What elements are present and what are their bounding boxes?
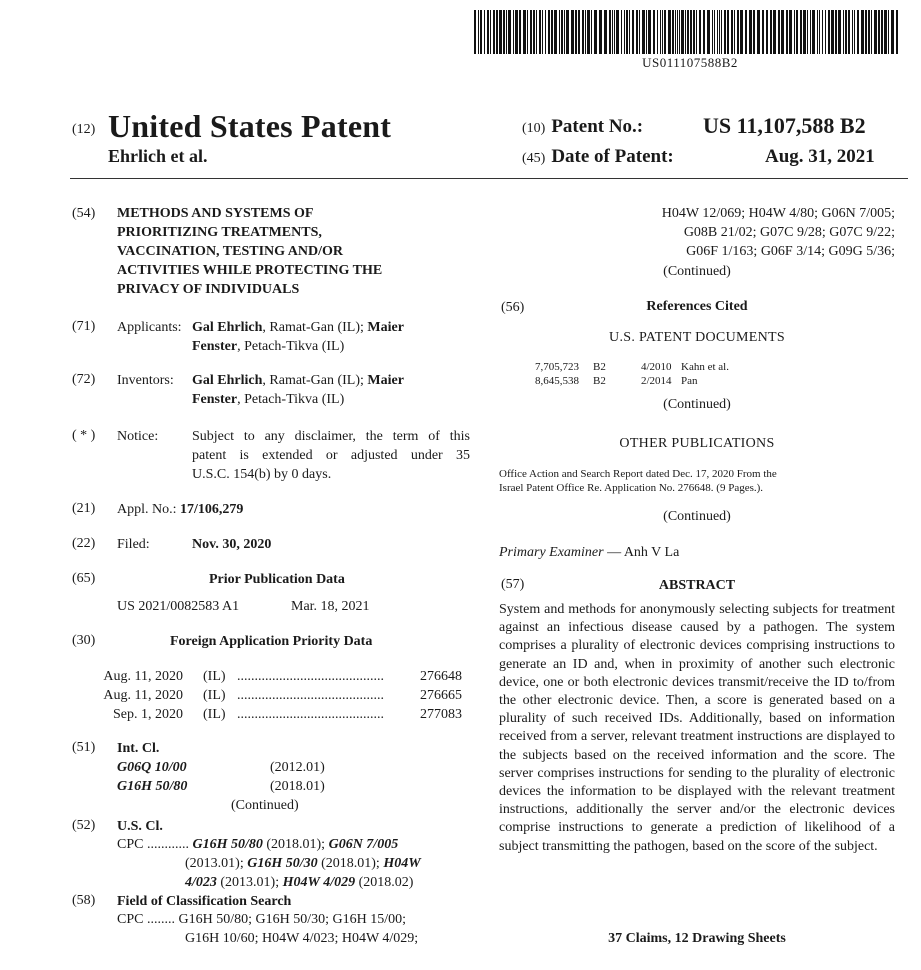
barcode-bar xyxy=(575,10,577,54)
barcode-bar xyxy=(677,10,678,54)
barcode-bar xyxy=(609,10,611,54)
barcode-bar xyxy=(594,10,597,54)
barcode-bar xyxy=(646,10,647,54)
barcode-bar xyxy=(536,10,537,54)
barcode-bar xyxy=(812,10,815,54)
barcode-bar xyxy=(717,10,718,54)
title-code: (54) xyxy=(72,206,96,221)
barcode-bar xyxy=(822,10,823,54)
us-docs-title: U.S. PATENT DOCUMENTS xyxy=(609,330,785,345)
barcode-bar xyxy=(766,10,768,54)
barcode-bar xyxy=(803,10,806,54)
filed-date: Nov. 30, 2020 xyxy=(192,537,272,552)
applicants-code: (71) xyxy=(72,319,96,334)
appl-code: (21) xyxy=(72,501,96,516)
barcode-bar xyxy=(672,10,674,54)
barcode-bar xyxy=(737,10,739,54)
other-pubs-continued: (Continued) xyxy=(663,509,731,524)
barcode-bar xyxy=(679,10,680,54)
kind-code-12: (12) xyxy=(72,122,96,137)
foreign-priority-title: Foreign Application Priority Data xyxy=(170,634,373,649)
refs-code: (56) xyxy=(501,300,525,315)
barcode-bar xyxy=(786,10,788,54)
barcode-bar xyxy=(616,10,619,54)
barcode-bar xyxy=(681,10,684,54)
field-search-continued-label: (Continued) xyxy=(663,264,731,279)
us-cl-cpc: CPC ............ G16H 50/80 (2018.01); G06N 7/005 (2013.01); G16H 50/30 (2018.01); H04W 4/023 (2013.01); H04W 4/029 (2018.02) xyxy=(117,837,421,890)
barcode-bar xyxy=(828,10,830,54)
barcode-bar xyxy=(484,10,485,54)
barcode-bar xyxy=(687,10,689,54)
int-cl-row: G06Q 10/00 (2012.01) xyxy=(117,760,325,775)
barcode-bar xyxy=(868,10,870,54)
foreign-priority-row: Sep. 1, 2020 (IL) .......................................... 277083 xyxy=(113,707,462,722)
barcode-bar xyxy=(685,10,686,54)
prior-pub-title: Prior Publication Data xyxy=(209,572,345,587)
barcode-bar xyxy=(629,10,630,54)
barcode-bar xyxy=(789,10,792,54)
barcode xyxy=(474,10,902,54)
barcode-bar xyxy=(571,10,574,54)
barcode-bar xyxy=(660,10,661,54)
barcode-bar xyxy=(745,10,747,54)
filed-code: (22) xyxy=(72,536,96,551)
barcode-bar xyxy=(490,10,491,54)
header-divider xyxy=(70,178,908,179)
barcode-bar xyxy=(582,10,584,54)
applicants: Gal Ehrlich, Ramat-Gan (IL); Maier Fenster, Petach-Tikva (IL) xyxy=(192,320,404,354)
barcode-bar xyxy=(591,10,592,54)
barcode-bar xyxy=(626,10,628,54)
barcode-bar xyxy=(487,10,489,54)
patent-title-heading: United States Patent xyxy=(108,108,392,144)
us-doc-row: 8,645,538 B2 2/2014 Pan xyxy=(535,375,698,387)
barcode-bar xyxy=(533,10,535,54)
barcode-bar xyxy=(564,10,565,54)
barcode-bar xyxy=(642,10,645,54)
barcode-bar xyxy=(621,10,622,54)
barcode-bar xyxy=(653,10,655,54)
field-search-code: (58) xyxy=(72,893,96,908)
barcode-bar xyxy=(585,10,586,54)
barcode-bar xyxy=(871,10,872,54)
barcode-bar xyxy=(852,10,853,54)
barcode-bar xyxy=(693,10,695,54)
barcode-bar xyxy=(648,10,651,54)
barcode-bar xyxy=(506,10,507,54)
barcode-bar xyxy=(523,10,526,54)
barcode-bar xyxy=(599,10,602,54)
inventors-short: Ehrlich et al. xyxy=(108,146,208,166)
barcode-bar xyxy=(878,10,880,54)
barcode-bar xyxy=(810,10,811,54)
barcode-bar xyxy=(843,10,844,54)
barcode-bar xyxy=(503,10,505,54)
us-cl-title: U.S. Cl. xyxy=(117,819,163,834)
barcode-bar xyxy=(515,10,518,54)
field-search-cpc: CPC ........ G16H 50/80; G16H 50/30; G16H 15/00; G16H 10/60; H04W 4/023; H04W 4/029; xyxy=(117,912,419,946)
barcode-bar xyxy=(542,10,543,54)
barcode-bar xyxy=(664,10,666,54)
barcode-bar xyxy=(881,10,883,54)
applicants-label: Applicants: xyxy=(117,320,182,335)
barcode-bar xyxy=(508,10,511,54)
foreign-priority-row: Aug. 11, 2020 (IL) .......................................... 276648 xyxy=(103,669,462,684)
claims-summary: 37 Claims, 12 Drawing Sheets xyxy=(608,931,786,946)
barcode-bar xyxy=(561,10,563,54)
foreign-priority-row: Aug. 11, 2020 (IL) .......................................... 276665 xyxy=(103,688,462,703)
barcode-bar xyxy=(778,10,780,54)
prior-pub-number: US 2021/0082583 A1 xyxy=(117,599,240,614)
inventors-code: (72) xyxy=(72,372,96,387)
barcode-bar xyxy=(891,10,894,54)
barcode-bar xyxy=(773,10,776,54)
barcode-bar xyxy=(624,10,625,54)
barcode-bar xyxy=(712,10,713,54)
barcode-bar xyxy=(690,10,692,54)
foreign-priority-code: (30) xyxy=(72,633,96,648)
barcode-bar xyxy=(724,10,726,54)
barcode-bar xyxy=(896,10,898,54)
date-of-patent-label: (45) Date of Patent: xyxy=(522,146,674,167)
us-cl-code: (52) xyxy=(72,818,96,833)
barcode-bar xyxy=(800,10,802,54)
barcode-bar xyxy=(757,10,760,54)
inventors: Gal Ehrlich, Ramat-Gan (IL); Maier Fenster, Petach-Tikva (IL) xyxy=(192,373,404,407)
date-of-patent: Aug. 31, 2021 xyxy=(765,146,875,167)
field-search-continued: H04W 12/069; H04W 4/80; G06N 7/005; G08B 21/02; G07C 9/28; G07C 9/22; G06F 1/163; G06F 3/14; G09G 5/36; xyxy=(661,206,895,259)
barcode-bar xyxy=(566,10,569,54)
primary-examiner: Primary Examiner — Anh V La xyxy=(499,545,680,560)
notice-code: ( * ) xyxy=(72,428,96,443)
us-docs-continued: (Continued) xyxy=(663,397,731,412)
barcode-bar xyxy=(662,10,663,54)
other-pubs-title: OTHER PUBLICATIONS xyxy=(619,436,775,451)
barcode-bar xyxy=(499,10,502,54)
int-cl-row: G16H 50/80 (2018.01) xyxy=(117,779,325,794)
barcode-bar xyxy=(731,10,733,54)
barcode-bar xyxy=(539,10,541,54)
foreign-priority-table xyxy=(80,667,470,724)
abstract-text: System and methods for anonymously selecting subjects for treatment against an infectious disease caused by a pathogen. The system comprises a plurality of electronic devices comprising instructions to generate an ID and, when in proximity of another such electronic device, one or both electronic devices transmit/receive the ID to/from the other electronic device. Then, a score is generated based on a plurality of such received IDs. Additionally, based on information received from a server, relevant treatment instructions are displayed to the subjects based on the received information and the score. The server comprises instructions for sending to the plurality of electronic devices the information to be displayed with the relevant treatment instructions, additionally the server and/or the electronic devices comprise instructions to generate a prediction of likelihood of a subject transmitting the pathogen, based on the score of the subject. xyxy=(499,602,895,854)
barcode-bar xyxy=(675,10,676,54)
barcode-bar xyxy=(554,10,557,54)
barcode-bar xyxy=(478,10,479,54)
barcode-bar xyxy=(874,10,877,54)
abstract-title: ABSTRACT xyxy=(658,578,736,593)
barcode-bar xyxy=(551,10,553,54)
barcode-bar xyxy=(762,10,764,54)
appl-row: Appl. No.: 17/106,279 xyxy=(117,502,244,517)
barcode-bar xyxy=(545,10,546,54)
barcode-bar xyxy=(781,10,784,54)
barcode-bar xyxy=(888,10,889,54)
barcode-bar xyxy=(796,10,798,54)
barcode-bar xyxy=(807,10,808,54)
barcode-bar xyxy=(865,10,867,54)
barcode-bar xyxy=(884,10,887,54)
barcode-bar xyxy=(519,10,521,54)
barcode-bar xyxy=(825,10,826,54)
barcode-bar xyxy=(703,10,705,54)
barcode-bar xyxy=(668,10,671,54)
barcode-bar xyxy=(474,10,476,54)
int-cl-code: (51) xyxy=(72,740,96,755)
notice-label: Notice: xyxy=(117,429,159,444)
barcode-bar xyxy=(493,10,495,54)
filed-label: Filed: xyxy=(117,537,150,552)
other-pubs-text: Office Action and Search Report dated Dec. 17, 2020 From the Israel Patent Office Re. Application No. 276648. (9 Pages.). xyxy=(499,468,777,494)
barcode-bar xyxy=(612,10,613,54)
barcode-bar xyxy=(604,10,607,54)
refs-title: References Cited xyxy=(646,299,748,314)
barcode-bar xyxy=(696,10,697,54)
barcode-bar xyxy=(770,10,772,54)
barcode-bar xyxy=(657,10,658,54)
barcode-bar xyxy=(548,10,550,54)
barcode-bar xyxy=(530,10,532,54)
us-docs-table xyxy=(535,360,729,388)
barcode-bar xyxy=(480,10,482,54)
barcode-bar xyxy=(854,10,855,54)
barcode-bar xyxy=(614,10,615,54)
int-cl-continued: (Continued) xyxy=(231,798,299,813)
barcode-bar xyxy=(831,10,834,54)
invention-title: METHODS AND SYSTEMS OF PRIORITIZING TREATMENTS, VACCINATION, TESTING AND/OR ACTIVITIES WHILE PROTECTING THE PRIVACY OF INDIVIDUALS xyxy=(117,206,383,297)
barcode-bar xyxy=(587,10,590,54)
barcode-bar xyxy=(740,10,743,54)
notice-text: Subject to any disclaimer, the term of this patent is extended or adjusted under 35 U.S.C. 154(b) by 0 days. xyxy=(192,429,470,482)
int-cl-title: Int. Cl. xyxy=(117,741,160,756)
barcode-bar xyxy=(819,10,820,54)
us-doc-row: 7,705,723 B2 4/2010 Kahn et al. xyxy=(535,361,729,373)
barcode-bar xyxy=(719,10,720,54)
barcode-bar xyxy=(559,10,560,54)
barcode-bar xyxy=(749,10,752,54)
barcode-bar xyxy=(578,10,580,54)
barcode-bar xyxy=(817,10,818,54)
barcode-number: US011107588B2 xyxy=(642,55,738,70)
prior-pub-code: (65) xyxy=(72,571,96,586)
field-search-title: Field of Classification Search xyxy=(117,894,292,909)
prior-pub-date: Mar. 18, 2021 xyxy=(291,599,370,614)
barcode-bar xyxy=(527,10,528,54)
int-cl-table xyxy=(117,758,325,796)
patent-number: US 11,107,588 B2 xyxy=(703,113,866,138)
barcode-bar xyxy=(845,10,847,54)
barcode-bar xyxy=(838,10,841,54)
inventors-label: Inventors: xyxy=(117,373,174,388)
barcode-bar xyxy=(857,10,859,54)
barcode-bar xyxy=(513,10,514,54)
patent-number-label: (10) Patent No.: xyxy=(522,116,644,137)
barcode-bar xyxy=(707,10,710,54)
barcode-bar xyxy=(639,10,640,54)
barcode-bar xyxy=(721,10,722,54)
barcode-bar xyxy=(714,10,715,54)
barcode-bar xyxy=(753,10,755,54)
barcode-bar xyxy=(794,10,795,54)
barcode-bar xyxy=(699,10,701,54)
barcode-bar xyxy=(835,10,837,54)
abstract-code: (57) xyxy=(501,577,525,592)
barcode-bar xyxy=(861,10,864,54)
barcode-bar xyxy=(848,10,850,54)
barcode-bar xyxy=(496,10,498,54)
barcode-bar xyxy=(727,10,729,54)
barcode-bar xyxy=(636,10,638,54)
barcode-bar xyxy=(734,10,735,54)
barcode-bar xyxy=(632,10,634,54)
